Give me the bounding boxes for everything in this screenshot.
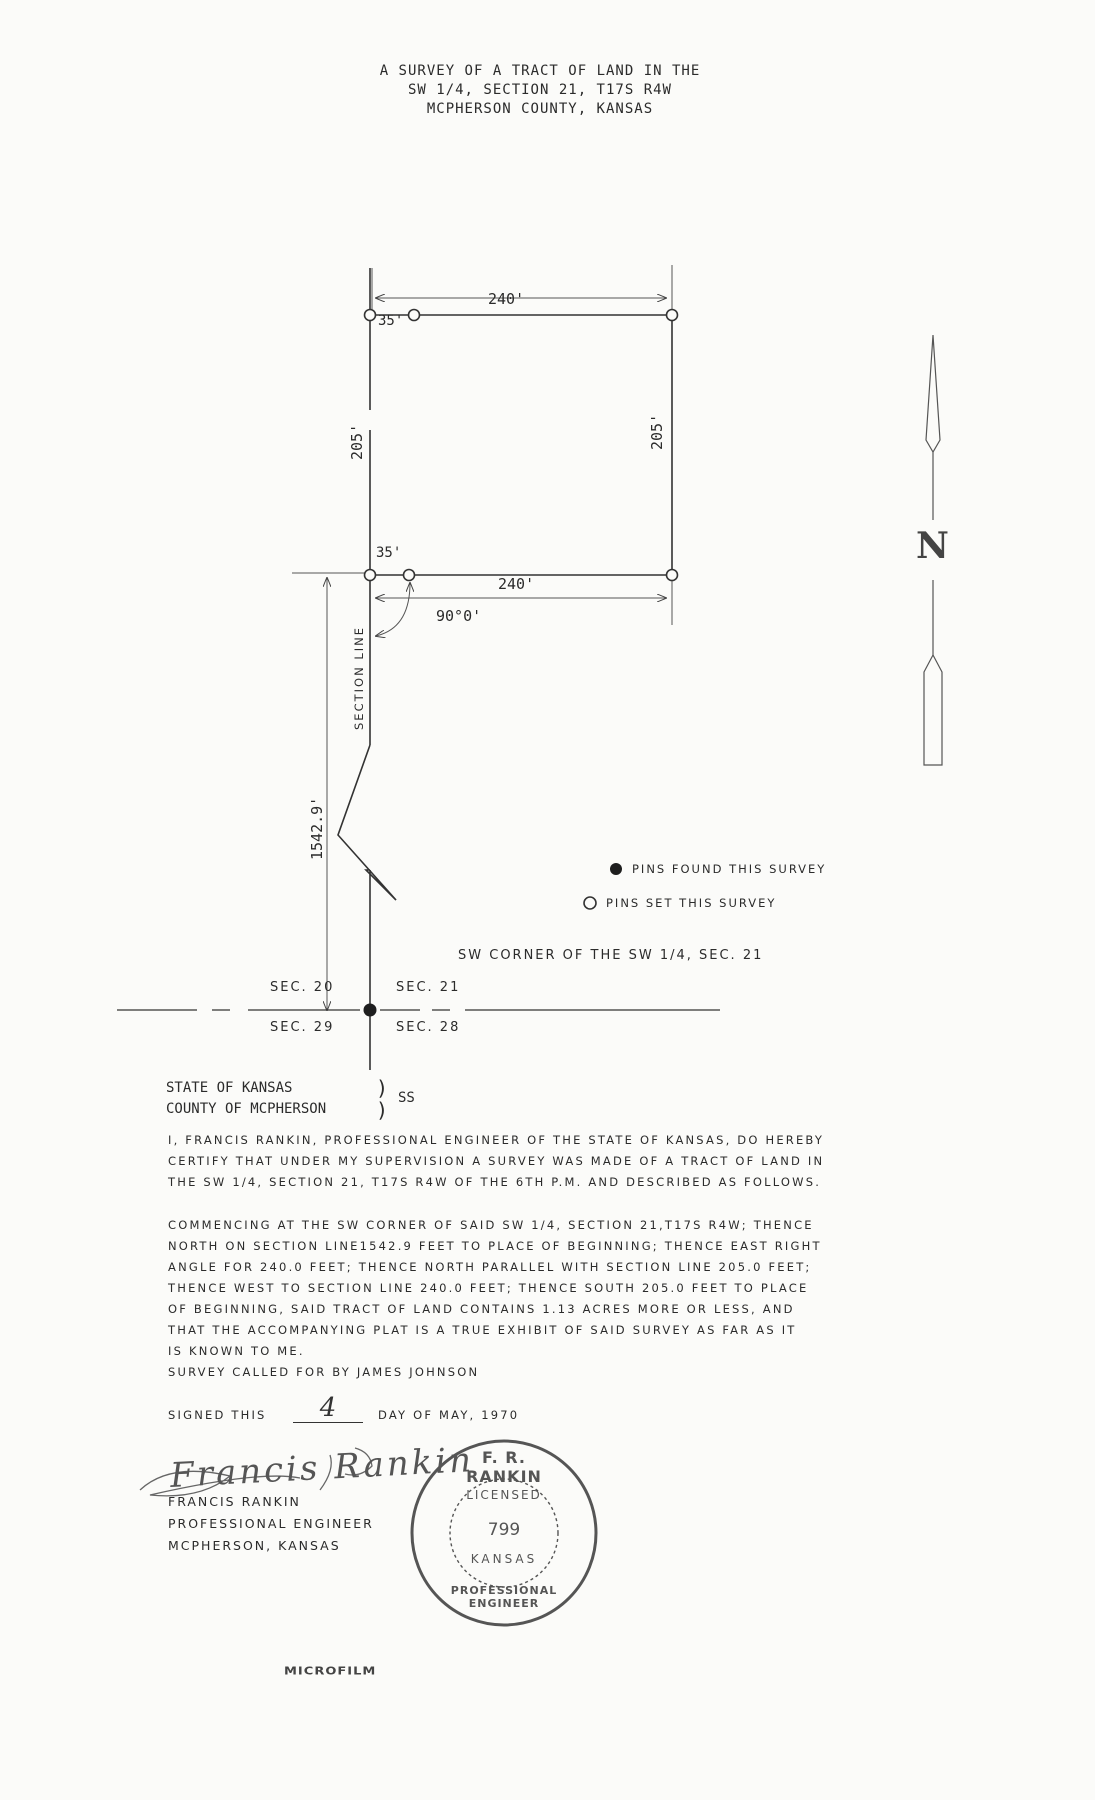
description-line: NORTH ON SECTION LINE1542.9 FEET TO PLACE OF BEGINNING; THENCE EAST RIGHT [168,1239,822,1253]
title-line-3: MCPHERSON COUNTY, KANSAS [426,101,654,117]
certification-paragraph [168,1130,968,1193]
signed-prefix: SIGNED THIS [168,1408,267,1422]
description-line: COMMENCING AT THE SW CORNER OF SAID SW 1/4, SECTION 21,T17S R4W; THENCE [168,1218,814,1232]
title-line-1: A SURVEY OF A TRACT OF LAND IN THE [379,63,701,79]
signed-day: 4 [293,1394,363,1423]
right-distance-label: 205' [648,413,666,450]
legend-set-symbol [584,897,596,909]
signer-location: MCPHERSON, KANSAS [168,1538,341,1553]
legend-set-text: PINS SET THIS SURVEY [606,896,777,910]
description-line: OF BEGINNING, SAID TRACT OF LAND CONTAINS 1.13 ACRES MORE OR LESS, AND [168,1302,795,1316]
corner-label: SW CORNER OF THE SW 1/4, SEC. 21 [458,948,764,963]
pin-found-corner [364,1004,377,1017]
description-line: ANGLE FOR 240.0 FEET; THENCE NORTH PARALLEL WITH SECTION LINE 205.0 FEET; [168,1260,812,1274]
top-offset-label: 35' [378,313,404,329]
bottom-offset-label: 35' [376,545,402,561]
seal-number: 799 [487,1520,521,1540]
dim-bottom-label: 240' [498,575,535,593]
description-line: THAT THE ACCOMPANYING PLAT IS A TRUE EXHIBIT OF SAID SURVEY AS FAR AS IT [168,1323,797,1337]
section-29-label: SEC. 29 [270,1020,335,1035]
venue-ss: SS [398,1090,415,1106]
description-paragraph [168,1215,968,1383]
seal-name: F. R. RANKIN [466,1448,542,1486]
pin-set-sw [365,570,376,581]
certification-line: THE SW 1/4, SECTION 21, T17S R4W OF THE 6TH P.M. AND DESCRIBED AS FOLLOWS. [168,1175,822,1189]
section-21-label: SEC. 21 [396,980,461,995]
seal-state: KANSAS [470,1552,538,1566]
seal-licensed: LICENSED [466,1488,542,1502]
section-20-label: SEC. 20 [270,980,335,995]
angle-label: 90°0' [436,607,482,625]
pin-set-nw [365,310,376,321]
pin-set-se [667,570,678,581]
seal-profession: PROFESSIONAL ENGINEER [450,1584,558,1610]
venue-brace-lower: ) [376,1098,389,1122]
signature: Francis Rankin [169,1440,475,1496]
legend-found-text: PINS FOUND THIS SURVEY [632,862,827,876]
venue-brace: ) [376,1076,389,1100]
microfilm-stamp: MICROFILM [284,1665,377,1678]
venue-county: COUNTY OF MCPHERSON [166,1101,327,1117]
description-line: THENCE WEST TO SECTION LINE 240.0 FEET; THENCE SOUTH 205.0 FEET TO PLACE [168,1281,809,1295]
pin-set-nw-offset [409,310,420,321]
legend-found-symbol [610,863,622,875]
signer-title: PROFESSIONAL ENGINEER [168,1516,374,1531]
certification-line: CERTIFY THAT UNDER MY SUPERVISION A SURVEY WAS MADE OF A TRACT OF LAND IN [168,1154,825,1168]
description-line: IS KNOWN TO ME. [168,1344,305,1358]
signed-suffix: DAY OF MAY, 1970 [378,1408,520,1422]
pin-set-sw-offset [404,570,415,581]
venue-state: STATE OF KANSAS [166,1080,293,1096]
certification-line: I, FRANCIS RANKIN, PROFESSIONAL ENGINEER OF THE STATE OF KANSAS, DO HEREBY [168,1133,825,1147]
angle-arc [376,583,410,636]
dim-top-label: 240' [488,290,525,308]
north-label: N [916,525,949,567]
signer-name: FRANCIS RANKIN [168,1494,301,1509]
pin-set-ne [667,310,678,321]
left-distance-label: 205' [348,423,366,460]
title-line-2: SW 1/4, SECTION 21, T17S R4W [407,82,672,98]
section-line-label: SECTION LINE [352,626,366,730]
called-for-line: SURVEY CALLED FOR BY JAMES JOHNSON [168,1365,480,1379]
section-28-label: SEC. 28 [396,1020,461,1035]
long-distance-label: 1542.9' [308,796,326,860]
break-symbol [338,745,396,900]
